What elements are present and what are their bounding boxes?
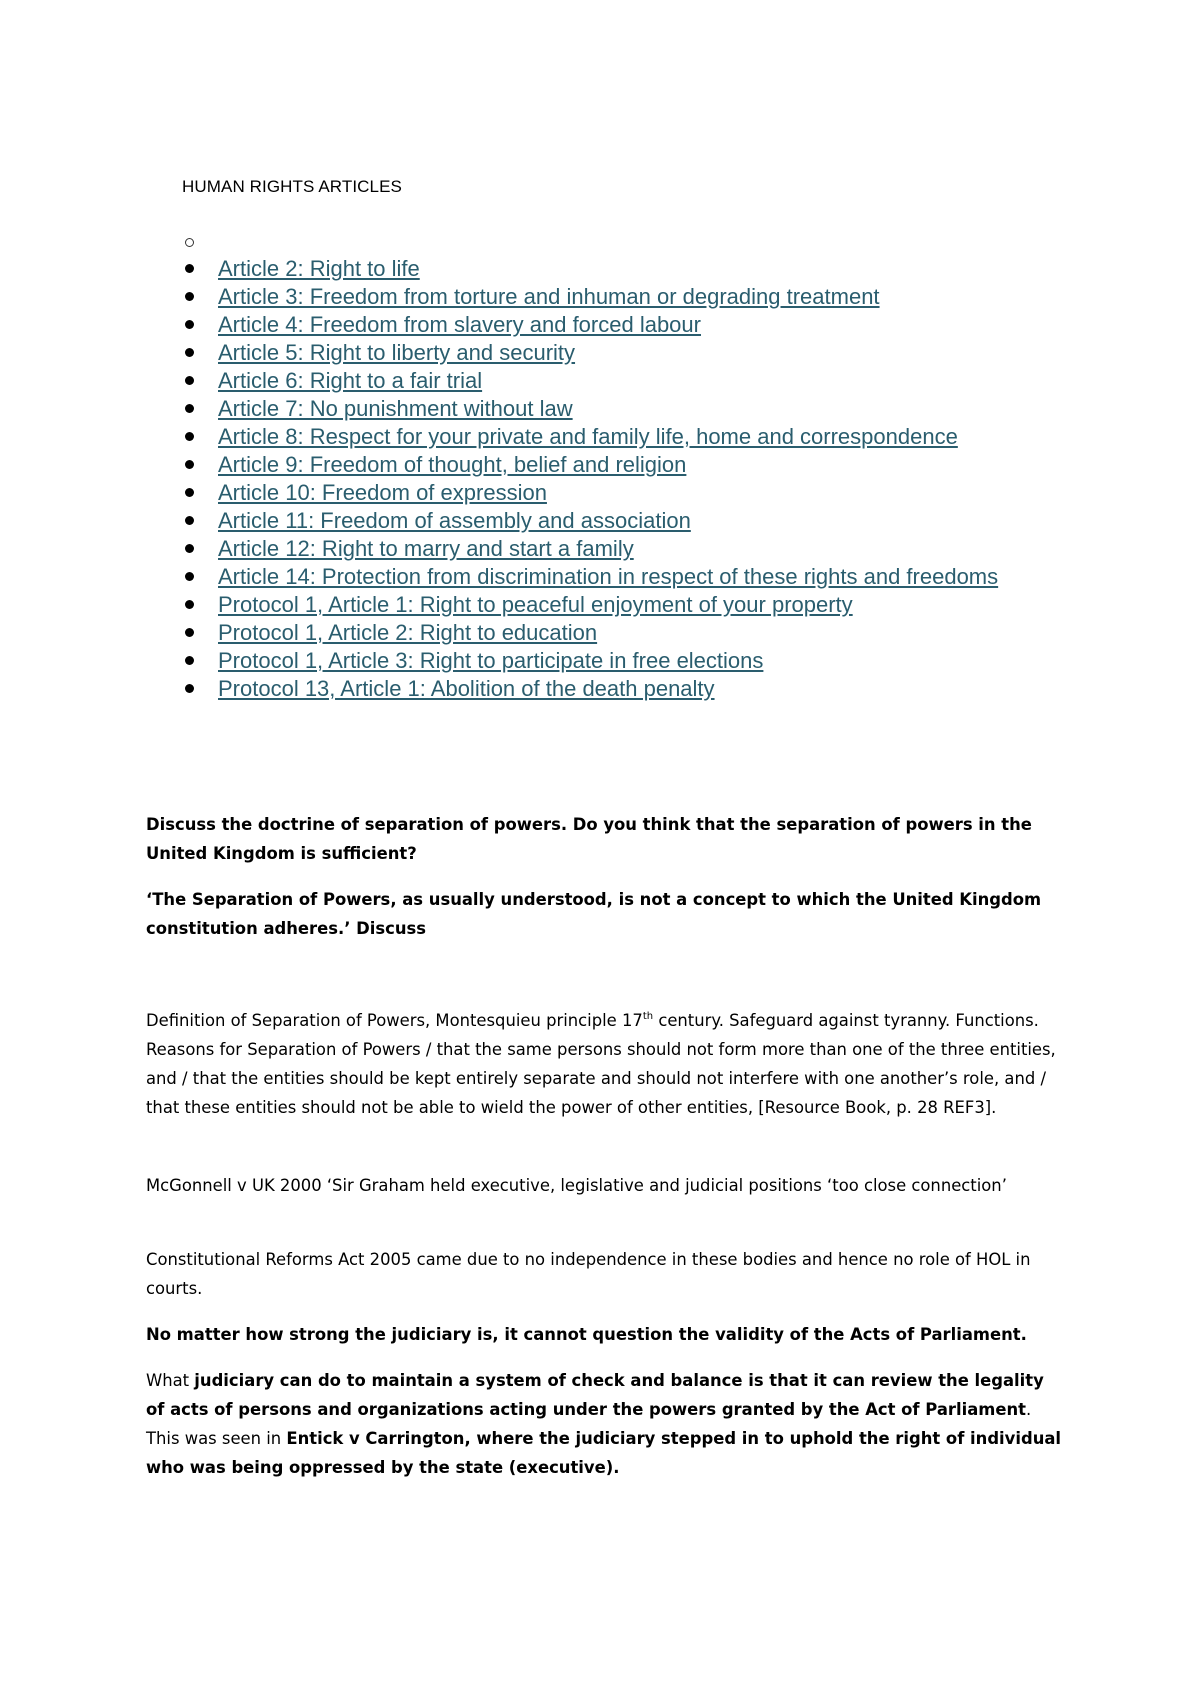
article-link[interactable]: Protocol 1, Article 3: Right to participate in free elections: [218, 648, 764, 673]
list-item: [185, 619, 1045, 647]
bullet-icon: [185, 572, 194, 581]
list-item: [185, 423, 1045, 451]
bullet-icon: [185, 656, 194, 665]
article-link[interactable]: Protocol 1, Article 2: Right to education: [218, 620, 598, 645]
judiciary-statement: No matter how strong the judiciary is, it cannot question the validity of the Acts of Parliament.: [146, 1325, 1027, 1344]
bullet-icon: [185, 544, 194, 553]
list-item: [185, 675, 1045, 703]
article-link[interactable]: Article 12: Right to marry and start a family: [218, 536, 634, 561]
bullet-icon: [185, 376, 194, 385]
bullet-icon: [185, 432, 194, 441]
bullet-icon: [185, 264, 194, 273]
review-text-2: judiciary can do to maintain a system of check and balance is that it can review the legality of acts of persons and organizations acting under the powers granted by the Act of Parliament: [146, 1371, 1044, 1419]
essay-question-2: ‘The Separation of Powers, as usually understood, is not a concept to which the United Kingdom constitution adheres.’ Discuss: [146, 890, 1042, 938]
list-item: [185, 507, 1045, 535]
list-item: [185, 479, 1045, 507]
list-item: [185, 535, 1045, 563]
list-item: [185, 367, 1045, 395]
bullet-icon: [185, 320, 194, 329]
list-item-empty: [185, 228, 1045, 255]
bullet-icon: [185, 628, 194, 637]
list-item: [185, 339, 1045, 367]
list-item: [185, 563, 1045, 591]
judicial-review-paragraph: [146, 1366, 1066, 1482]
list-item: [185, 311, 1045, 339]
mcgonnell-paragraph: McGonnell v UK 2000 ‘Sir Graham held executive, legislative and judicial positions ‘too close connection’: [146, 1176, 1007, 1195]
review-text-3: . This was seen in: [146, 1400, 1032, 1448]
article-link[interactable]: Article 11: Freedom of assembly and association: [218, 508, 691, 533]
review-text-4: Entick v Carrington, where the judiciary stepped in to uphold the right of individual who was being oppressed by the state (executive).: [146, 1429, 1062, 1477]
article-link[interactable]: Article 9: Freedom of thought, belief and religion: [218, 452, 687, 477]
article-link[interactable]: Article 10: Freedom of expression: [218, 480, 547, 505]
human-rights-articles-list: [185, 228, 1045, 703]
list-item: [185, 591, 1045, 619]
page-title: HUMAN RIGHTS ARTICLES: [182, 177, 402, 196]
bullet-icon: [185, 348, 194, 357]
article-link[interactable]: Article 3: Freedom from torture and inhuman or degrading treatment: [218, 284, 880, 309]
article-link[interactable]: Article 4: Freedom from slavery and forced labour: [218, 312, 701, 337]
bullet-icon: [185, 292, 194, 301]
article-link[interactable]: Article 8: Respect for your private and family life, home and correspondence: [218, 424, 958, 449]
bullet-icon: [185, 684, 194, 693]
list-item: [185, 451, 1045, 479]
bullet-icon: [185, 404, 194, 413]
article-link[interactable]: Article 6: Right to a fair trial: [218, 368, 483, 393]
article-link[interactable]: Protocol 1, Article 1: Right to peaceful enjoyment of your property: [218, 592, 853, 617]
article-link[interactable]: Article 5: Right to liberty and security: [218, 340, 576, 365]
bullet-icon: [185, 460, 194, 469]
review-text-1: What: [146, 1371, 195, 1390]
article-link[interactable]: Article 7: No punishment without law: [218, 396, 573, 421]
bullet-icon: [185, 238, 194, 247]
essay-question-1: Discuss the doctrine of separation of powers. Do you think that the separation of powers in the United Kingdom is sufficient?: [146, 815, 1032, 863]
reforms-paragraph: Constitutional Reforms Act 2005 came due to no independence in these bodies and hence no role of HOL in courts.: [146, 1250, 1031, 1298]
article-link[interactable]: Protocol 13, Article 1: Abolition of the death penalty: [218, 676, 715, 701]
ordinal-suffix: th: [642, 1011, 654, 1022]
article-link[interactable]: Article 14: Protection from discrimination in respect of these rights and freedoms: [218, 564, 999, 589]
definition-text-end: century. Safeguard against tyranny. Functions. Reasons for Separation of Powers / that the same persons should not form more than one of the three entities, and / that the entities should be kept entirely separate and should not interfere with one another’s role, and / that these entities should not be able to wield the power of other entities, [Resource Book, p. 28 REF3].: [146, 1011, 1056, 1117]
bullet-icon: [185, 516, 194, 525]
list-item: [185, 647, 1045, 675]
definition-paragraph: [146, 1006, 1066, 1122]
list-item: [185, 255, 1045, 283]
list-item: [185, 283, 1045, 311]
article-link[interactable]: Article 2: Right to life: [218, 256, 420, 281]
definition-text-start: Definition of Separation of Powers, Montesquieu principle 17: [146, 1011, 643, 1030]
list-item: [185, 395, 1045, 423]
bullet-icon: [185, 488, 194, 497]
bullet-icon: [185, 600, 194, 609]
